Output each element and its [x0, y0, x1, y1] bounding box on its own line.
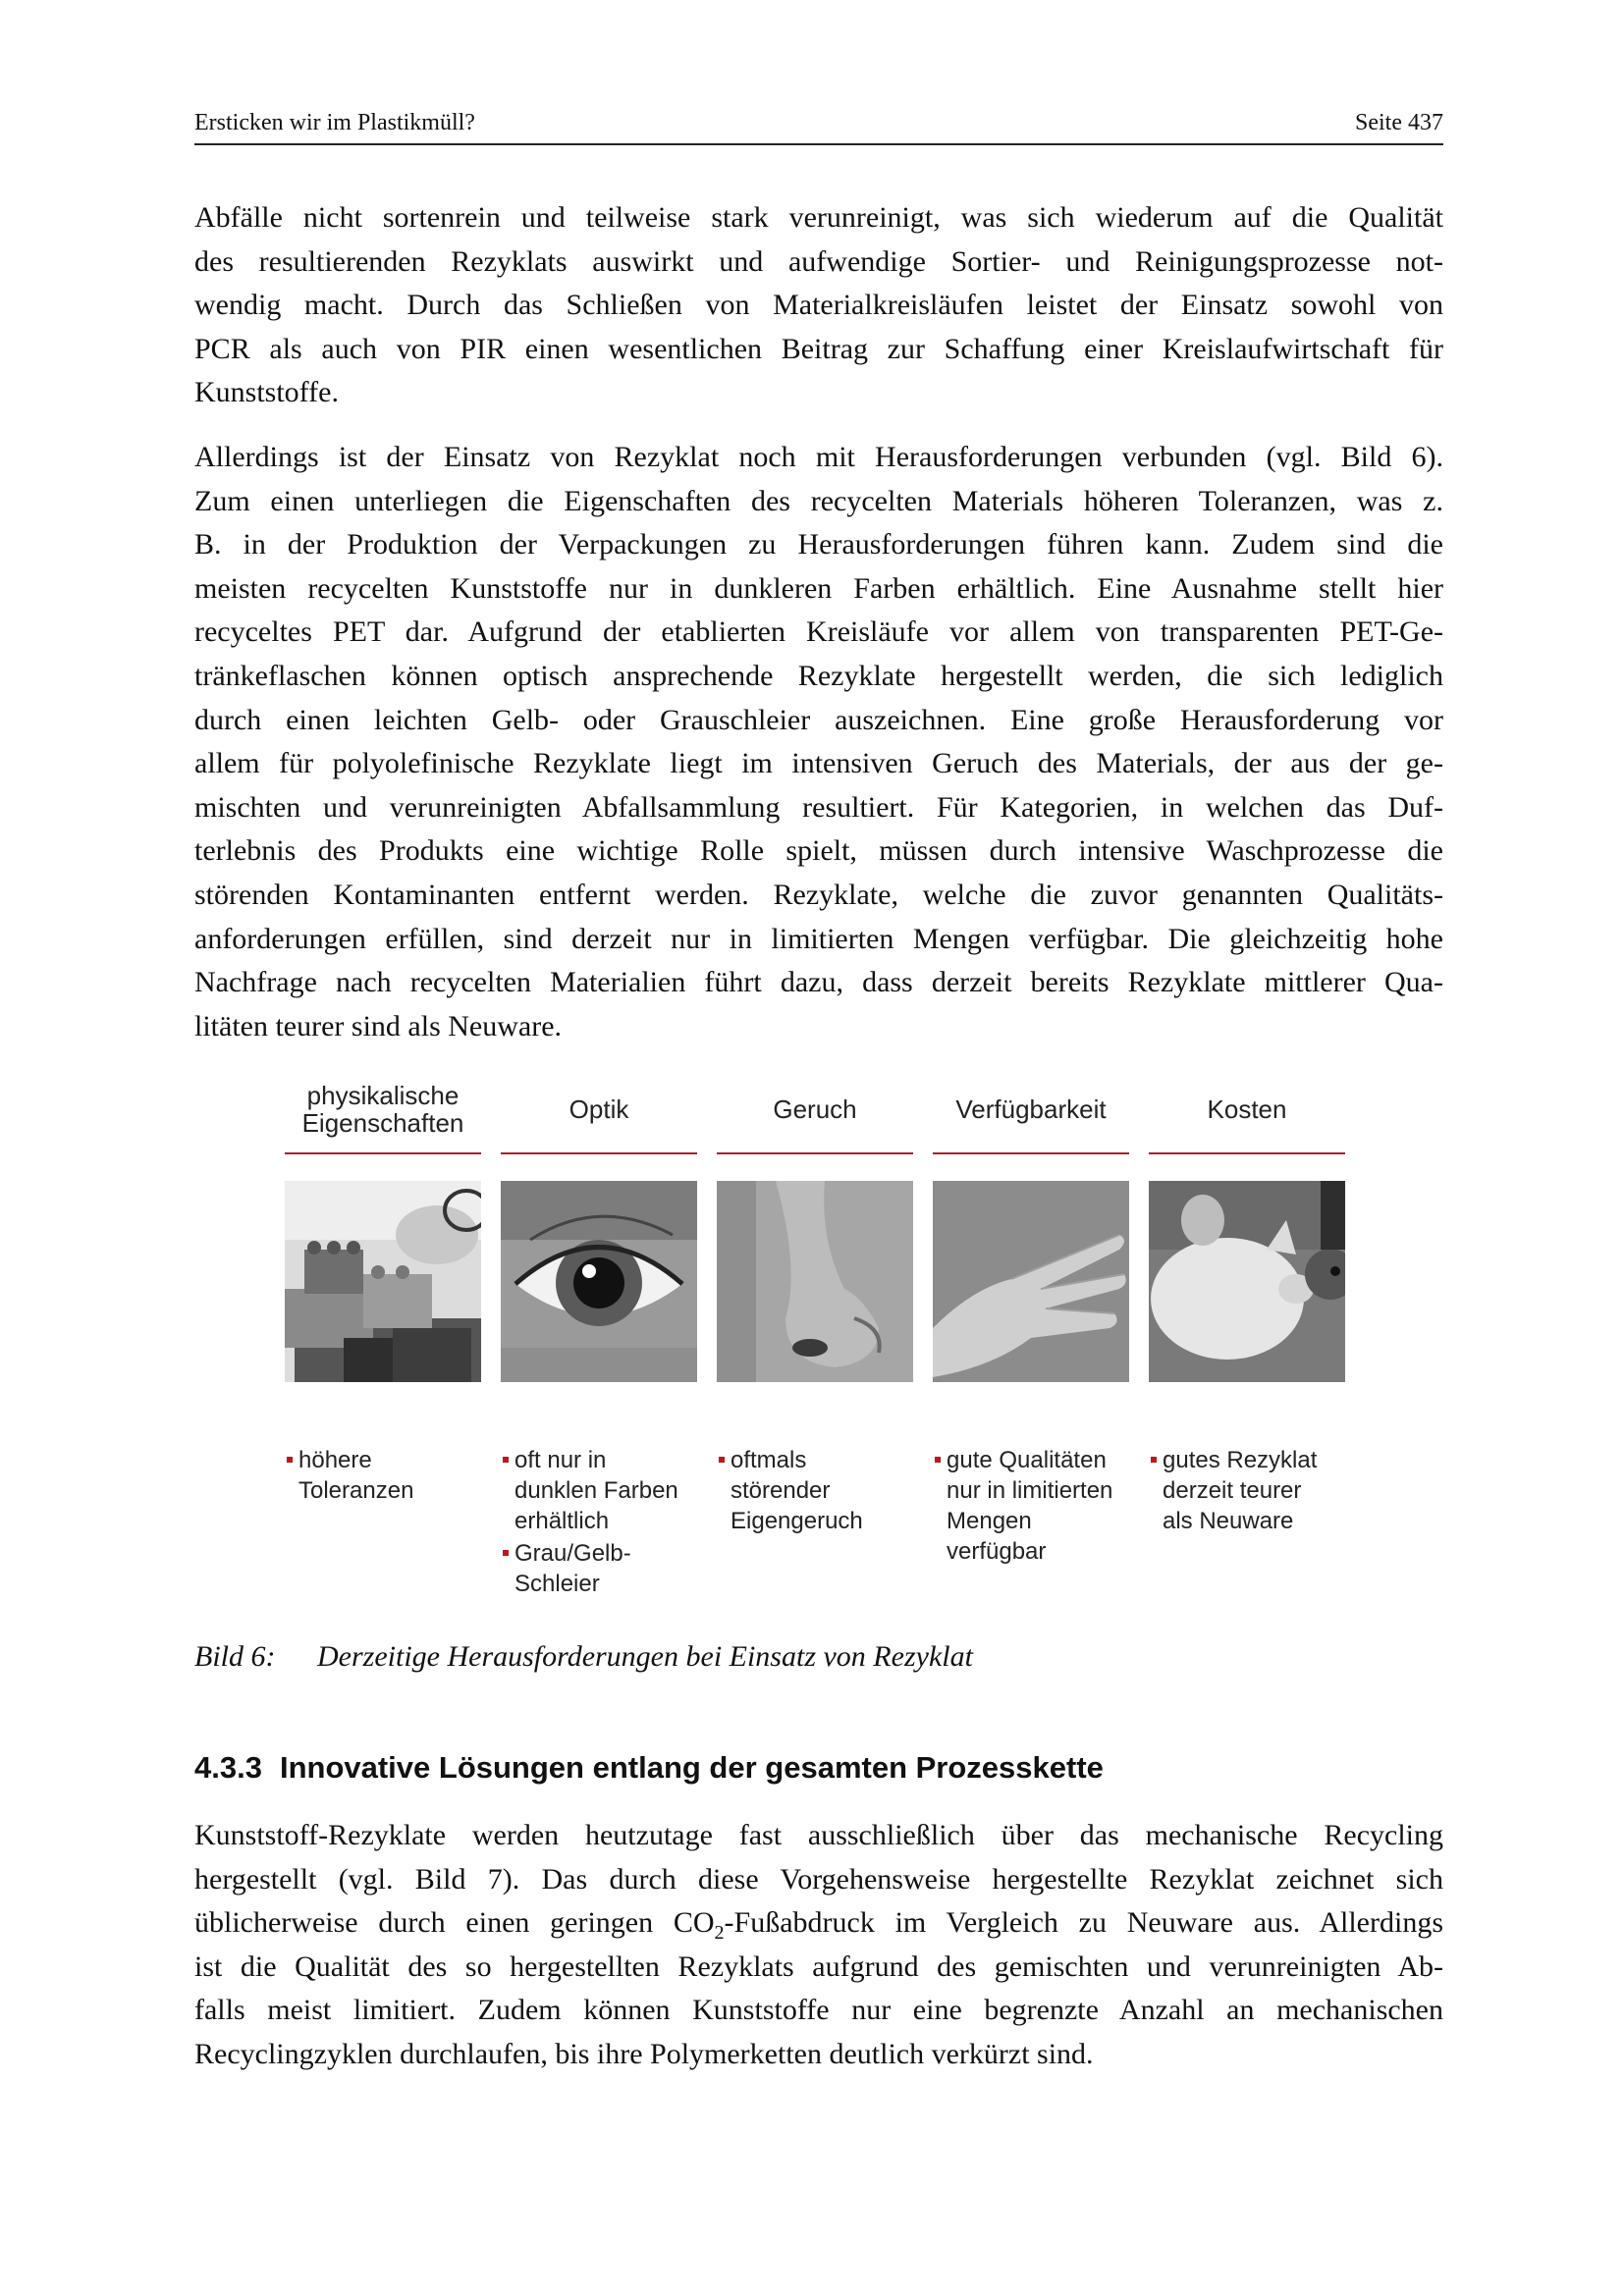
bullet-line: derzeit teurer [1163, 1477, 1302, 1504]
bullet-line: Schleier [514, 1571, 600, 1597]
bullet-line: Grau/Gelb- [514, 1540, 631, 1567]
bullet-line: oft nur in [514, 1447, 607, 1473]
bullet-line: Toleranzen [298, 1477, 414, 1504]
text-line: ist die Qualität des so hergestellten Rezyklats aufgrund des gemischten und verunreinigten Ab- [194, 1949, 1443, 1983]
bullet-item [717, 1445, 923, 1536]
text-line: Zum einen unterliegen die Eigenschaften des recycelten Materials höheren Toleranzen, was z. [194, 484, 1443, 517]
caption-label: Bild 6: [194, 1640, 276, 1673]
figure-caption [194, 1640, 973, 1674]
bullet-list [285, 1445, 491, 1508]
text-line: mischten und verunreinigten Abfallsammlung resultiert. Für Kategorien, in welchen das Duf- [194, 790, 1443, 824]
red-divider [285, 1152, 481, 1154]
text-line: störenden Kontaminanten entfernt werden. Rezyklate, welche die zuvor genannten Qualitäts- [194, 878, 1443, 911]
bullet-line: gute Qualitäten [947, 1447, 1107, 1473]
text-line: allem für polyolefinische Rezyklate liegt im intensiven Geruch des Materials, der aus der ge- [194, 747, 1443, 780]
bullet-line: oftmals [731, 1447, 807, 1473]
bullet-line: höhere [298, 1447, 372, 1473]
column-title [717, 1075, 913, 1144]
text-line: meisten recycelten Kunststoffe nur in dunkleren Farben erhältlich. Eine Ausnahme stellt hier [194, 571, 1443, 605]
subscript: 2 [714, 1922, 725, 1945]
text-line: Recyclingzyklen durchlaufen, bis ihre Polymerketten deutlich verkürzt sind. [194, 2037, 1094, 2070]
text-line [194, 1901, 1443, 1946]
text-line: B. in der Produktion der Verpackungen zu Herausforderungen führen kann. Zudem sind die [194, 528, 1443, 561]
text-line: falls meist limitiert. Zudem können Kunststoffe nur eine begrenzte Anzahl an mechanischen [194, 1994, 1443, 2027]
eye-photo [501, 1181, 697, 1382]
text-line: recyceltes PET dar. Aufgrund der etablierten Kreisläufe vor allem von transparenten PET-Ge- [194, 615, 1443, 649]
bullet-list [1149, 1445, 1355, 1538]
column-title [1149, 1075, 1345, 1144]
nose-photo [717, 1181, 913, 1382]
text-line: Abfälle nicht sortenrein und teilweise stark verunreinigt, was sich wiederum auf die Qualität [194, 201, 1443, 234]
text-line: PCR als auch von PIR einen wesentlichen Beitrag zur Schaffung einer Kreislaufwirtschaft für [194, 332, 1443, 365]
page-number: Seite 437 [1355, 110, 1443, 135]
text-line: Nachfrage nach recycelten Materialien führt dazu, dass derzeit bereits Rezyklate mittlerer Qua- [194, 966, 1443, 999]
red-square-bullet-icon [935, 1457, 941, 1463]
title-line: Geruch [773, 1095, 857, 1124]
text-line: hergestellt (vgl. Bild 7). Das durch diese Vorgehensweise hergestellte Rezyklat zeichnet sich [194, 1862, 1443, 1896]
red-divider [933, 1152, 1129, 1154]
bullet-line: Eigengeruch [731, 1508, 863, 1534]
red-divider [717, 1152, 913, 1154]
text-line: litäten teurer sind als Neuware. [194, 1009, 563, 1042]
column-title [501, 1075, 697, 1144]
bullet-line: nur in limitierten [947, 1477, 1113, 1504]
red-divider [1149, 1152, 1345, 1154]
text-line: anforderungen erfüllen, sind derzeit nur in limitierten Mengen verfügbar. Die gleichzeitig hohe [194, 922, 1443, 955]
red-square-bullet-icon [719, 1457, 725, 1463]
title-line: Kosten [1207, 1095, 1287, 1124]
bullet-list [501, 1445, 707, 1601]
text-line: tränkeflaschen können optisch ansprechende Rezyklate hergestellt werden, die sich lediglich [194, 659, 1443, 692]
text-line: durch einen leichten Gelb- oder Grauschleier auszeichnen. Eine große Herausforderung vor [194, 703, 1443, 736]
bullet-line: Mengen [947, 1508, 1032, 1534]
title-line: Optik [568, 1095, 629, 1124]
bullet-item [501, 1445, 707, 1536]
bullet-line: verfügbar [947, 1538, 1047, 1565]
figure-challenges [285, 1075, 1355, 1605]
caption-text: Derzeitige Herausforderungen bei Einsatz von Rezyklat [317, 1640, 973, 1673]
column-title [933, 1075, 1129, 1144]
red-square-bullet-icon [287, 1457, 293, 1463]
bullet-line: gutes Rezyklat [1163, 1447, 1318, 1473]
lego-blocks-photo [285, 1181, 481, 1382]
column-title [285, 1075, 481, 1144]
bullet-line: erhältlich [514, 1508, 610, 1534]
paragraph-2 [194, 436, 1443, 1048]
section-title: Innovative Lösungen entlang der gesamten Prozesskette [279, 1750, 1104, 1785]
bullet-item [501, 1538, 707, 1599]
bullet-line: dunklen Farben [514, 1477, 678, 1504]
piggy-bank-photo [1149, 1181, 1345, 1382]
paragraph-3 [194, 1814, 1443, 2077]
red-square-bullet-icon [503, 1457, 509, 1463]
text-line: des resultierenden Rezyklats auswirkt und aufwendige Sortier- und Reinigungsprozesse not- [194, 244, 1443, 278]
text-line: Kunststoff-Rezyklate werden heutzutage fast ausschließlich über das mechanische Recycling [194, 1819, 1443, 1851]
hand-photo [933, 1181, 1129, 1382]
section-heading [194, 1750, 1104, 1786]
text-line: terlebnis des Produkts eine wichtige Rolle spielt, müssen durch intensive Waschprozesse die [194, 834, 1443, 868]
bullet-item [933, 1445, 1139, 1567]
bullet-list [717, 1445, 923, 1538]
bullet-item [285, 1445, 491, 1506]
section-number: 4.3.3 [194, 1750, 262, 1785]
red-divider [501, 1152, 697, 1154]
red-square-bullet-icon [1151, 1457, 1157, 1463]
bullet-item [1149, 1445, 1355, 1536]
title-line: Verfügbarkeit [955, 1095, 1107, 1124]
bullet-line: störender [731, 1477, 831, 1504]
text-line: wendig macht. Durch das Schließen von Materialkreisläufen leistet der Einsatz sowohl von [194, 289, 1443, 322]
title-line: Eigenschaften [301, 1108, 464, 1138]
text-segment: -Fußabdruck im Vergleich zu Neuware aus. Allerdings [724, 1906, 1443, 1940]
bullet-line: als Neuware [1163, 1508, 1294, 1534]
text-line: Kunststoffe. [194, 376, 339, 409]
title-line: physikalische [306, 1081, 460, 1110]
red-square-bullet-icon [503, 1550, 509, 1556]
text-segment: üblicherweise durch einen geringen CO [194, 1906, 715, 1940]
running-header [194, 110, 1443, 145]
header-title: Ersticken wir im Plastikmüll? [194, 110, 475, 135]
bullet-list [933, 1445, 1139, 1569]
text-line: Allerdings ist der Einsatz von Rezyklat noch mit Herausforderungen verbunden (vgl. Bild 6). [194, 441, 1443, 473]
paragraph-1 [194, 196, 1443, 415]
